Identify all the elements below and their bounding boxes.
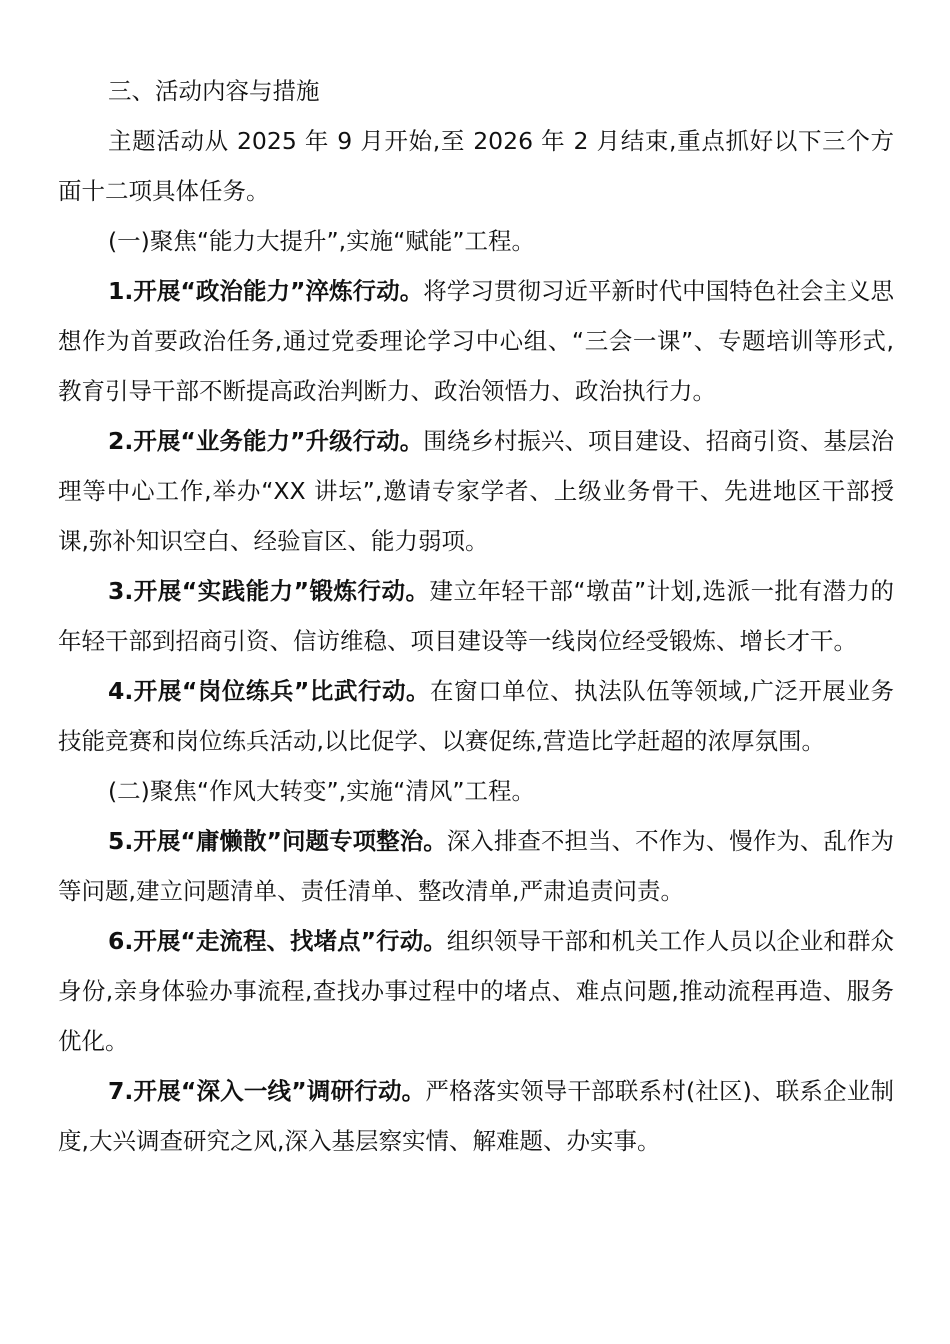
task-item-1-title: 1.开展“政治能力”淬炼行动。 (108, 277, 424, 305)
task-item-5-title: 5.开展“庸懒散”问题专项整治。 (108, 827, 447, 855)
task-item-6-text: 组织领导干部和机关工作人员以企业和群众身份,亲身体验办事流程,查找办事过程中的堵点、难点问题,推动流程再造、服务优化。 (58, 927, 895, 1055)
task-item-4-title: 4.开展“岗位练兵”比武行动。 (108, 677, 431, 705)
task-item-3-title: 3.开展“实践能力”锻炼行动。 (108, 577, 430, 605)
task-item-4-text: 在窗口单位、执法队伍等领域,广泛开展业务技能竞赛和岗位练兵活动,以比促学、以赛促练,营造比学赶超的浓厚氛围。 (58, 677, 894, 755)
task-item-3-text: 建立年轻干部“墩苗”计划,选派一批有潜力的年轻干部到招商引资、信访维稳、项目建设等一线岗位经受锻炼、增长才干。 (58, 577, 894, 655)
task-item-7-text: 严格落实领导干部联系村(社区)、联系企业制度,大兴调查研究之风,深入基层察实情、解难题、办实事。 (58, 1077, 894, 1155)
task-item-2 (58, 416, 894, 566)
task-item-1 (58, 266, 894, 416)
task-item-6 (58, 916, 894, 1066)
intro-paragraph: 主题活动从 2025 年 9 月开始,至 2026 年 2 月结束,重点抓好以下三个方面十二项具体任务。 (58, 127, 894, 205)
task-item-2-title: 2.开展“业务能力”升级行动。 (108, 427, 424, 455)
document-page (58, 66, 894, 1166)
task-item-1-text: 将学习贯彻习近平新时代中国特色社会主义思想作为首要政治任务,通过党委理论学习中心组、“三会一课”、专题培训等形式,教育引导干部不断提高政治判断力、政治领悟力、政治执行力。 (58, 277, 894, 405)
task-item-4 (58, 666, 894, 766)
task-item-3 (58, 566, 894, 666)
subsection-heading-2: (二)聚焦“作风大转变”,实施“清风”工程。 (108, 777, 536, 805)
task-item-5 (58, 816, 894, 916)
task-item-5-text: 深入排查不担当、不作为、慢作为、乱作为等问题,建立问题清单、责任清单、整改清单,严肃追责问责。 (58, 827, 895, 905)
subsection-heading-1: (一)聚焦“能力大提升”,实施“赋能”工程。 (108, 227, 536, 255)
section-heading: 三、活动内容与措施 (108, 77, 320, 105)
task-item-7 (58, 1066, 894, 1166)
task-item-7-title: 7.开展“深入一线”调研行动。 (108, 1077, 426, 1105)
task-item-6-title: 6.开展“走流程、找堵点”行动。 (108, 927, 447, 955)
task-item-2-text: 围绕乡村振兴、项目建设、招商引资、基层治理等中心工作,举办“XX 讲坛”,邀请专家学者、上级业务骨干、先进地区干部授课,弥补知识空白、经验盲区、能力弱项。 (58, 427, 894, 555)
